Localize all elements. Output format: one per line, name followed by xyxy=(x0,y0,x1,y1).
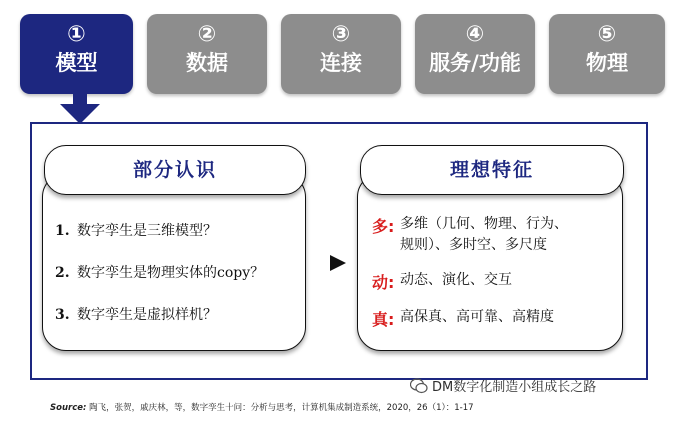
tab-number: ④ xyxy=(465,22,485,47)
tab-label: 连接 xyxy=(320,51,362,75)
item-number: 2. xyxy=(55,265,70,281)
feature-key: 动: xyxy=(372,273,395,292)
list-item xyxy=(55,262,305,282)
misconception-list xyxy=(55,220,305,324)
feature-row-dynamic xyxy=(372,270,612,293)
tab-label: 物理 xyxy=(586,51,628,75)
step-tab-bar xyxy=(20,14,665,94)
left-card-body xyxy=(42,173,306,351)
feature-value xyxy=(400,214,568,256)
tab-model[interactable] xyxy=(20,14,133,94)
wechat-icon xyxy=(410,378,428,394)
down-arrow-icon xyxy=(56,92,104,126)
tab-data[interactable] xyxy=(147,14,267,94)
list-item xyxy=(55,304,305,324)
feature-value: 高保真、高可靠、高精度 xyxy=(400,309,554,325)
right-card-body xyxy=(357,173,623,351)
feature-key: 多: xyxy=(372,217,395,236)
watermark xyxy=(410,376,596,395)
tab-connection[interactable] xyxy=(281,14,401,94)
tab-number: ③ xyxy=(331,22,351,47)
right-card-title: 理想特征 xyxy=(360,145,624,195)
source-text: 陶飞，张贺，戚庆林，等，数字孪生十问：分析与思考，计算机集成制造系统，2020，26（1）：1-17 xyxy=(89,403,474,413)
tab-number: ① xyxy=(67,22,86,47)
tab-label: 数据 xyxy=(186,51,228,75)
tab-label: 服务/功能 xyxy=(429,51,521,75)
tab-label: 模型 xyxy=(55,51,98,75)
feature-row-true xyxy=(372,307,612,330)
feature-line: 多维（几何、物理、行为、 xyxy=(400,216,568,232)
list-item xyxy=(55,220,305,240)
tab-physical[interactable] xyxy=(549,14,665,94)
watermark-text: DM数字化制造小组成长之路 xyxy=(432,380,597,395)
feature-line: 规则）、多时空、多尺度 xyxy=(400,237,547,253)
tab-number: ② xyxy=(197,22,217,47)
feature-key: 真: xyxy=(372,310,395,329)
left-card-title: 部分认识 xyxy=(44,145,306,195)
play-arrow-icon xyxy=(328,253,348,273)
item-number: 3. xyxy=(55,307,70,323)
item-number: 1. xyxy=(55,223,70,239)
source-citation xyxy=(50,401,474,413)
item-text: 数字孪生是物理实体的copy？ xyxy=(77,265,265,281)
feature-row-multi xyxy=(372,214,612,256)
tab-service-function[interactable] xyxy=(415,14,535,94)
item-text: 数字孪生是三维模型？ xyxy=(77,223,217,239)
feature-value: 动态、演化、交互 xyxy=(400,272,512,288)
tab-number: ⑤ xyxy=(597,22,617,47)
source-label: Source: xyxy=(50,403,87,413)
item-text: 数字孪生是虚拟样机？ xyxy=(77,307,217,323)
